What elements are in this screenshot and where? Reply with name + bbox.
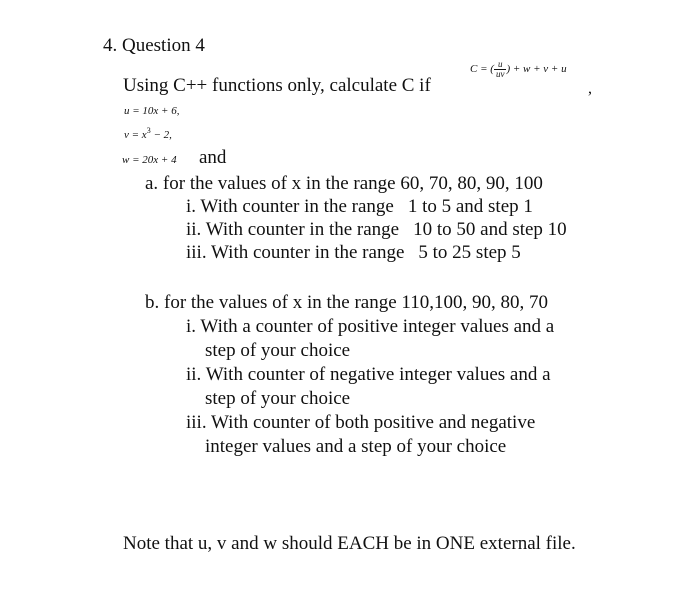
question-intro: Using C++ functions only, calculate C if bbox=[123, 75, 431, 96]
formula-denominator: uv bbox=[495, 69, 505, 79]
note-text: Note that u, v and w should EACH be in ONE external file. bbox=[123, 533, 576, 554]
part-a-text: a. for the values of x in the range 60, 70, 80, 90, 100 bbox=[145, 173, 543, 194]
part-a-item-1-label: i. With counter in the range bbox=[186, 196, 394, 217]
definition-u: u = 10x + 6, bbox=[124, 105, 180, 117]
formula-lhs: C = ( bbox=[470, 63, 494, 76]
formula-c bbox=[470, 60, 567, 79]
formula-fraction bbox=[494, 60, 507, 79]
definition-v bbox=[124, 128, 172, 143]
part-a-item-3-label: iii. With counter in the range bbox=[186, 242, 405, 263]
part-b-item-2-line2: step of your choice bbox=[205, 388, 351, 409]
formula-rhs: ) + w + v + u bbox=[506, 63, 567, 76]
formula-numerator: u bbox=[494, 60, 507, 70]
definition-v-base: v = x bbox=[124, 129, 147, 141]
part-b-text: b. for the values of x in the range 110,100, 90, 80, 70 bbox=[145, 292, 548, 313]
part-a-item-2-value: 10 to 50 and step 10 bbox=[413, 219, 567, 240]
definition-v-rest: − 2, bbox=[150, 129, 172, 141]
question-title: 4. Question 4 bbox=[103, 35, 205, 56]
definition-w: w = 20x + 4 bbox=[122, 154, 177, 166]
part-a-item-1 bbox=[186, 196, 533, 218]
part-b-item-2-line1: ii. With counter of negative integer values and a bbox=[186, 364, 551, 385]
definition-and: and bbox=[199, 147, 227, 168]
part-b-item-3-line2: integer values and a step of your choice bbox=[205, 436, 507, 457]
part-b-item-1-line1: i. With a counter of positive integer values and a bbox=[186, 316, 555, 337]
definition-v-exponent: 3 bbox=[146, 126, 151, 135]
part-b-item-1-line2: step of your choice bbox=[205, 340, 351, 361]
part-a-item-3 bbox=[186, 242, 521, 264]
part-b-item-3-line1: iii. With counter of both positive and negative bbox=[186, 412, 536, 433]
formula-comma: , bbox=[588, 80, 592, 97]
part-a-item-1-value: 1 to 5 and step 1 bbox=[407, 196, 533, 217]
part-a-item-3-value: 5 to 25 step 5 bbox=[418, 242, 521, 263]
part-a-item-2-label: ii. With counter in the range bbox=[186, 219, 400, 240]
part-a-item-2 bbox=[186, 219, 567, 241]
